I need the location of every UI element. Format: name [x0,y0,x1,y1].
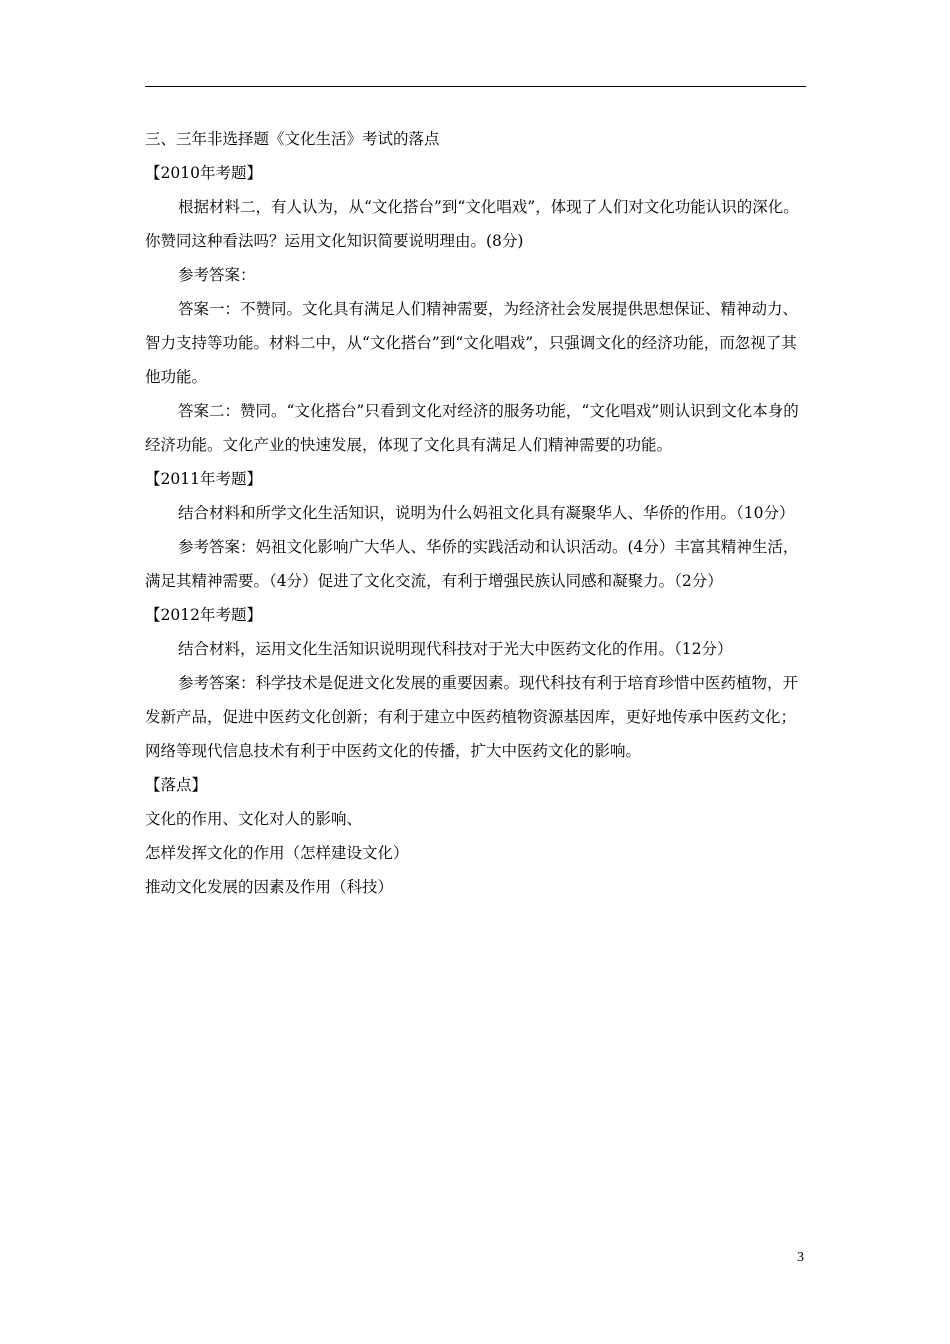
exam-2010-answer-label: 参考答案： [178,266,256,284]
exam-2010-answer-1: 答案一：不赞同。文化具有满足人们精神需要，为经济社会发展提供思想保证、精神动力、智力支持等功能。材料二中，从“文化搭台”到“文化唱戏”，只强调文化的经济功能，而忽视了其他功能。 [145,300,799,386]
exam-2011-question: 结合材料和所学文化生活知识，说明为什么妈祖文化具有凝聚华人、华侨的作用。（10分） [178,504,795,522]
exam-2012-heading: 【2012年考题】 [145,606,262,624]
header-rule [145,86,806,87]
exam-2012-question: 结合材料，运用文化生活知识说明现代科技对于光大中医药文化的作用。（12分） [178,640,733,658]
points-item: 文化的作用、文化对人的影响、 [145,810,363,828]
section-title: 三、三年非选择题《文化生活》考试的落点 [145,130,440,148]
exam-2010-heading: 【2010年考题】 [145,164,262,182]
document-body [145,122,810,904]
points-heading: 【落点】 [145,776,208,794]
points-item: 推动文化发展的因素及作用（科技） [145,878,394,896]
exam-2010-question: 根据材料二，有人认为，从“文化搭台”到“文化唱戏”，体现了人们对文化功能认识的深化。你赞同这种看法吗？运用文化知识简要说明理由。(8分) [145,198,799,250]
page-number: 3 [797,1250,804,1265]
exam-2011-answer: 参考答案：妈祖文化影响广大华人、华侨的实践活动和认识活动。(4分）丰富其精神生活，满足其精神需要。（4分）促进了文化交流，有利于增强民族认同感和凝聚力。（2分） [145,538,799,590]
exam-2011-heading: 【2011年考题】 [145,470,262,488]
exam-2010-answer-2: 答案二：赞同。“文化搭台”只看到文化对经济的服务功能，“文化唱戏”则认识到文化本身的经济功能。文化产业的快速发展，体现了文化具有满足人们精神需要的功能。 [145,402,799,454]
exam-2012-answer: 参考答案：科学技术是促进文化发展的重要因素。现代科技有利于培育珍惜中医药植物，开发新产品，促进中医药文化创新；有利于建立中医药植物资源基因库，更好地传承中医药文化；网络等现代信息技术有利于中医药文化的传播，扩大中医药文化的影响。 [145,674,799,760]
points-item: 怎样发挥文化的作用（怎样建设文化） [145,844,409,862]
